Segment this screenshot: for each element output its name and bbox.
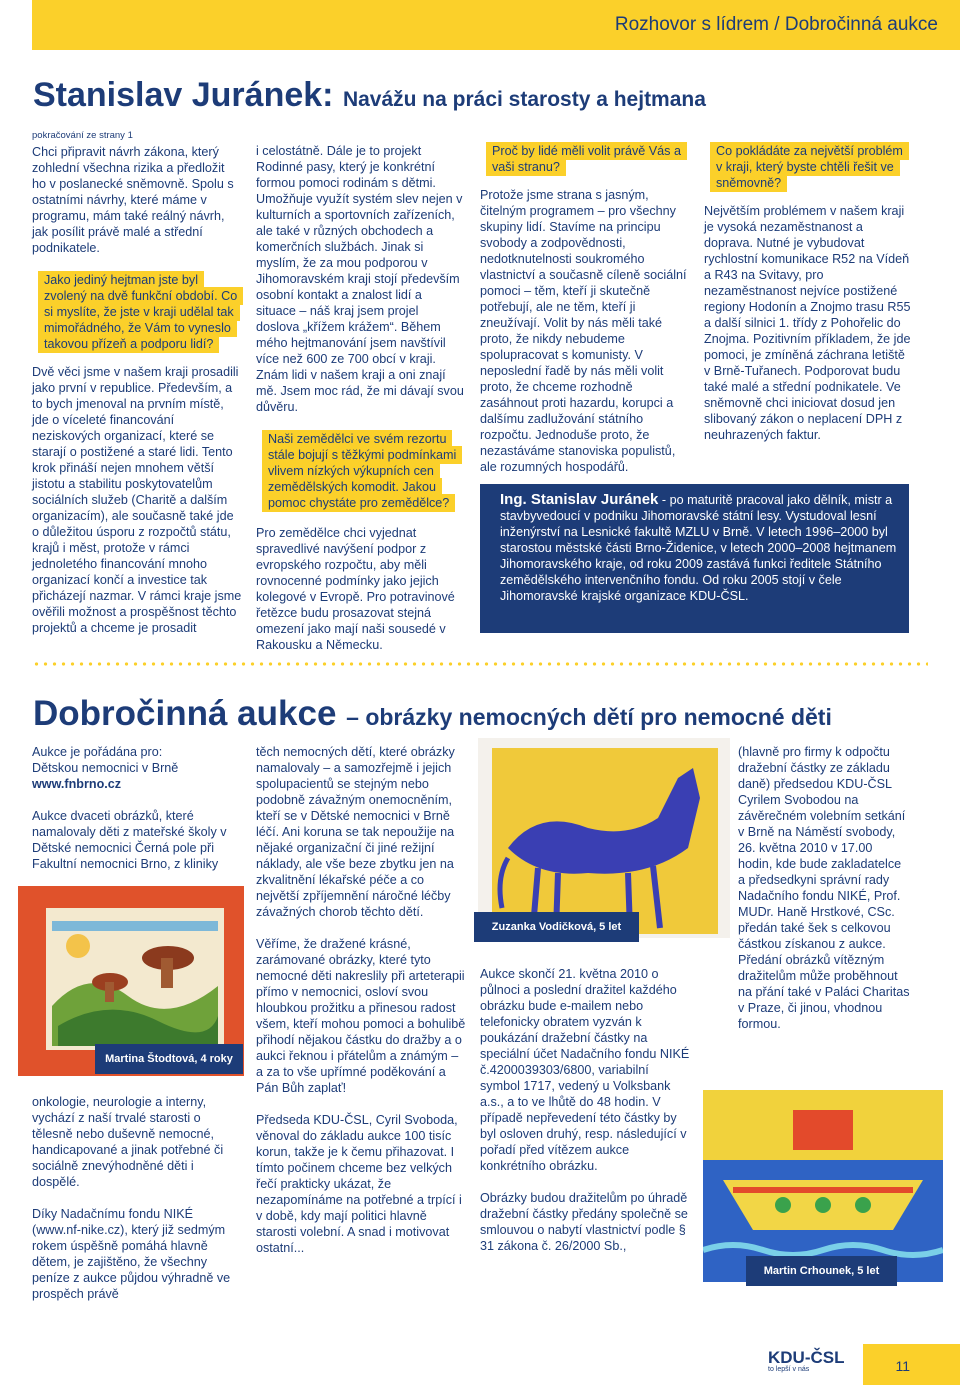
auction-paragraph: onkologie, neurologie a interny, vychází z naší trvalé starosti o tělesně nebo duševně nemocné, handicapované a jinak potřebné či sociálně znevýhodněné děti i dospělé. xyxy=(32,1095,224,1189)
intro-line: Aukce je pořádána pro: xyxy=(32,745,163,759)
section-title: Rozhovor s lídrem / Dobročinná aukce xyxy=(614,14,938,35)
page-number: 11 xyxy=(895,1358,910,1374)
question-highlight: Co pokládáte za největší problém v kraji, který byste chtěli řešit ve sněmovně? xyxy=(710,142,909,192)
article1-column-3 xyxy=(480,143,688,491)
page-number-box xyxy=(863,1344,960,1385)
auction-paragraph: Aukce dvaceti obrázků, které namalovaly děti z mateřské školy v Dětské nemocnici Černá pole při Fakultní nemocnici Brno, z kliniky xyxy=(32,809,227,871)
auction-column-1 xyxy=(32,744,242,888)
question-highlight: Naši zemědělci ve svém rezortu stále bojují s těžkými podmínkami vlivem nízkých výkupních cen zemědělských komodit. Jakou pomoc chystáte pro zemědělce? xyxy=(262,430,462,512)
intro-line: Dětskou nemocnici v Brně xyxy=(32,761,179,775)
question-highlight: Jako jediný hejtman jste byl zvolený na dvě funkční období. Co si myslíte, že jste v kraji udělal tak mimořádného, že Vám to vyneslo takovou přízeň a podporu lidí? xyxy=(38,271,243,353)
article1-paragraph: i celostátně. Dále je to projekt Rodinné pasy, který je konkrétní formou pomoci rodinám s dětmi. Umožňuje využít systém slev nejen v kulturních a sportovních zařízeních, ale také v různých obchodech a komerčních službách. Jinak si myslím, že za mou podporou v Jihomoravském kraji stojí především osobní kontakt a znalost lidí a situace – náš kraj jsem projel doslova „křížem krážem“. Během mého hejtmanování jsem navštívil více než 600 ze 700 obcí v kraji. Znám lidi v našem kraji a oni znají mě. Jsem moc rád, že mi dávají svou důvěru. xyxy=(256,144,464,414)
article1-paragraph: Protože jsme strana s jasným, čitelným programem – pro všechny skupiny lidí. Stavíme na principu svobody a zodpovědnosti, nedotknutelnosti soukromého vlastnictví a současně cíleně sociální pomoci – těm, kteří ji skutečně potřebují, ale ne těm, kteří ji zneužívají. Volit by nás měli také proto, že nikdy nebudeme spolupracovat s komunisty. V neposlední řadě by nás měli volit proto, že chceme rozhodně zasáhnout proti hazardu, korupci a dalšímu zadlužování státního rozpočtu. Jednoduše proto, že nezastáváme stanoviska populistů, ale rozumných hospodářů. xyxy=(480,188,687,474)
auction-paragraph: Předseda KDU-ČSL, Cyril Svoboda, věnoval do základu aukce 100 tisíc korun, takže je k čemu přihazovat. I tímto počinem chceme bez velkých řečí prakticky ukázat, že nezapomínáme na potřebné a trpící i v době, kdy mají politici hlavně starosti volební. A snad i motivovat ostatní... xyxy=(256,1113,462,1255)
continued-note: pokračování ze strany 1 xyxy=(32,130,133,141)
article-title xyxy=(33,76,706,115)
bio-name: Ing. Stanislav Juránek xyxy=(500,491,659,508)
kdu-logo xyxy=(768,1348,845,1373)
article1-paragraph: Dvě věci jsme v našem kraji prosadili jako první v republice. Především, a to bych jmenoval na prvním místě, jde o víceleté financování neziskových organizací, které se starají o postižené a staré lidi. Tento krok přináší nejen mnohem větší jistotu a stabilitu poskytovatelům sociálních služeb (Charitě a dalším organizacím), ale současně také jde o důležitou úsporu z rozpočtů státu, krajů i měst, protože v rámci jednoletého financování mnoho organizací končí a investice tak přicházejí nazmar. V rámci kraje jsme ověřili možnost a prospěšnost těchto projektů a chceme je prosadit xyxy=(32,365,242,635)
painting-blue-animal xyxy=(478,738,730,938)
bio-text: - po maturitě pracoval jako dělník, mistr a stavbyvedoucí v podniku Jihomoravské státní lesy. Vystudoval lesní inženýrství na Lesnické fakultě MZLU v Brně. V letech 1996–2000 byl starostou městské části Brno-Židenice, v letech 2000–2008 hejtmanem Jihomoravského kraje, od roku 2009 zastává funkci ředitele Státního zemědělského intervenčního fondu. Od roku 2005 stojí v čele Jihomoravské krajské organizace KDU-ČSL. xyxy=(500,493,897,603)
auction-title xyxy=(33,694,832,734)
article1-column-2 xyxy=(256,143,464,669)
bio-box xyxy=(480,484,909,633)
auction-paragraph: těch nemocných dětí, které obrázky namalovaly – a samozřejmě i jejich spolupacientů se stejným nebo podobně závažným onemocněním, kteří se v Dětské nemocnici v Brně léčí. Ani koruna se tak nepoužije na nějaké organizační či jiné režijní náklady, ale vše beze zbytku jen na zkvalitnění lékařské péče a co největší zpříjemnění náročné léčby závažných chorob těchto dětí. xyxy=(256,745,455,919)
auction-column-2 xyxy=(256,744,466,1272)
dotted-divider xyxy=(32,662,928,666)
kdu-logo-tagline: to lepší v nás xyxy=(768,1366,810,1373)
article-title-name: Stanislav Juránek: xyxy=(33,76,334,114)
caption-2: Zuzanka Vodičková, 5 let xyxy=(474,912,639,942)
auction-column-4 xyxy=(738,744,910,1048)
auction-paragraph: Díky Nadačnímu fondu NIKÉ (www.nf-nike.cz), který již sedmým rokem úspěšně pomáhá hlavně dětem, je zajištěno, že všechny peníze z aukce půjdou výhradně ve prospěch právě xyxy=(32,1207,231,1301)
painting-boat xyxy=(703,1090,943,1282)
article-subtitle: Navážu na práci starosty a hejtmana xyxy=(342,88,706,111)
auction-paragraph: (hlavně pro firmy k odpočtu dražební částky ze základu daně) předsedou KDU-ČSL Cyrilem Svobodou na závěrečném volebním setkání v Brně na Náměstí svobody, 26. května 2010 v 17.00 hodin, kde bude zakladatelce a předsedkyni správní rady Nadačního fondu NIKÉ, Prof. MUDr. Haně Hrstkové, CSc. předán také šek s celkovou částkou získanou z aukce. Předání obrázků vítězným dražitelům může proběhnout na přání také v Paláci Charitas v Praze, či jinou, vhodnou formou. xyxy=(738,745,910,1031)
article1-column-4 xyxy=(704,143,912,459)
auction-column-3 xyxy=(480,966,690,1270)
kdu-logo-text: KDU-ČSL xyxy=(768,1348,845,1367)
auction-paragraph: Obrázky budou dražitelům po úhradě dražební částky předány společně se smlouvou o nabytí vlastnictví podle § 31 zákona č. 26/2000 Sb., xyxy=(480,1191,688,1253)
question-highlight: Proč by lidé měli volit právě Vás a vaši stranu? xyxy=(486,142,687,176)
auction-column-1-continued xyxy=(32,1094,242,1318)
painting-blue-animal-image xyxy=(478,738,730,938)
fnbrno-link[interactable]: www.fnbrno.cz xyxy=(32,777,122,791)
auction-paragraph: Aukce skončí 21. května 2010 o půlnoci a poslední dražitel každého obrázku bude e-mailem nebo telefonicky obratem vyzván k poukázání dražební částky na speciální účet Nadačního fondu NIKÉ č.4200039303/6800, variabilní symbol 1717, vedený u Volksbank a.s., a to ve lhůtě do 48 hodin. V případě nepřevedení této částky by byl osloven druhý, resp. následující v pořadí před vítězem aukce konkrétního obrázku. xyxy=(480,967,690,1173)
caption-1: Martina Štodtová, 4 roky xyxy=(95,1044,243,1074)
auction-paragraph: Věříme, že dražené krásné, zarámované obrázky, které tyto nemocné děti nakreslily při arteterapii přímo v nemocnici, osloví svou hloubkou prožitku a přinesou radost všem, kteří mohou pomoci a bohulibě přihodí nějakou částku do dražby a o aukci řeknou i přátelům a známým – a za to vše upřímné poděkování a Pán Bůh zaplať! xyxy=(256,937,466,1095)
painting-boat-image xyxy=(703,1090,943,1282)
auction-title-main: Dobročinná aukce xyxy=(33,694,337,733)
auction-subtitle: – obrázky nemocných dětí pro nemocné děti xyxy=(346,704,832,730)
article1-paragraph: Pro zemědělce chci vyjednat spravedlivé navýšení podpor z evropského rozpočtu, aby měli rovnocenné podmínky jako jejich kolegové v Evropě. Pro potravinové řetězce budu prosazovat stejná omezení jako mají naši sousedé v Rakousku a Německu. xyxy=(256,526,455,652)
article1-paragraph: Největším problémem v našem kraji je vysoká nezaměstnanost a doprava. Nutné je vybudovat rychlostní komunikace R52 na Vídeň a R43 na Svitavy, pro nezaměstnanost nejvíce postižené regiony Hodonín a Znojmo trasu R55 a další silnici 1. třídy z Pohořelic do Znojma. Pozitivním příkladem, že jde pomoci, je zmíněná záchrana letiště v Brně-Tuřanech. Podporovat budu také malé a střední podnikatele. Ve sněmovně chci iniciovat dosud jen slibovaný zákon o neplacení DPH z neuhrazených faktur. xyxy=(704,204,911,442)
article1-paragraph: Chci připravit návrh zákona, který zohlední všechna rizika a předložit ho v poslanecké sněmovně. Spolu s ostatními návrhy, které máme v programu, mám také reálný návrh, jak posílit právě malé a střední podnikatele. xyxy=(32,145,234,255)
article1-column-1 xyxy=(32,128,242,652)
caption-3: Martin Crhounek, 5 let xyxy=(746,1256,897,1286)
